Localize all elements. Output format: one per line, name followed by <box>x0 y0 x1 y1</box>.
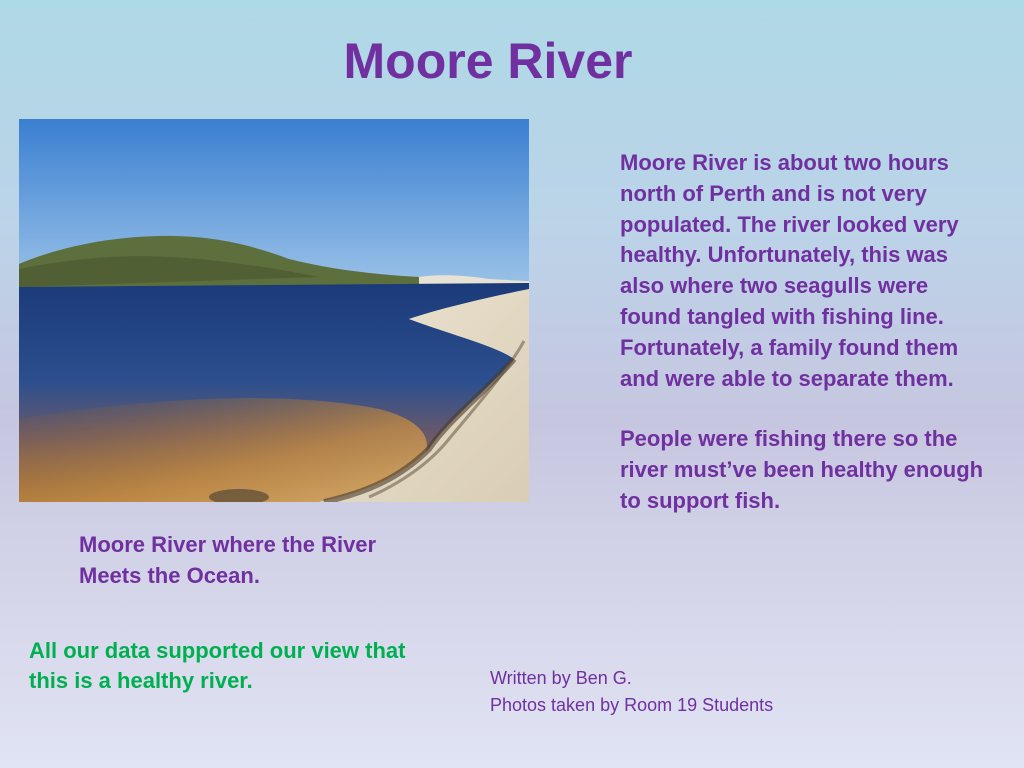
credits <box>490 665 910 719</box>
body-paragraph: Moore River is about two hours north of Perth and is not very populated. The river looked very healthy. Unfortunately, this was also where two seagulls were found tangled with fishing line. Fortunately, a family found them and were able to separate them. <box>620 150 959 391</box>
photo-credit: Photos taken by Room 19 Students <box>490 695 774 715</box>
slide-title: Moore River <box>343 33 633 89</box>
conclusion-text: All our data supported our view that this is a healthy river. <box>29 638 406 693</box>
author-credit: Written by Ben G. <box>490 668 632 688</box>
body-paragraph: People were fishing there so the river must’ve been healthy enough to support fish. <box>620 426 984 513</box>
body-text <box>620 148 990 517</box>
river-photo <box>19 119 529 502</box>
photo-caption: Moore River where the River Meets the Ocean. <box>79 532 377 588</box>
